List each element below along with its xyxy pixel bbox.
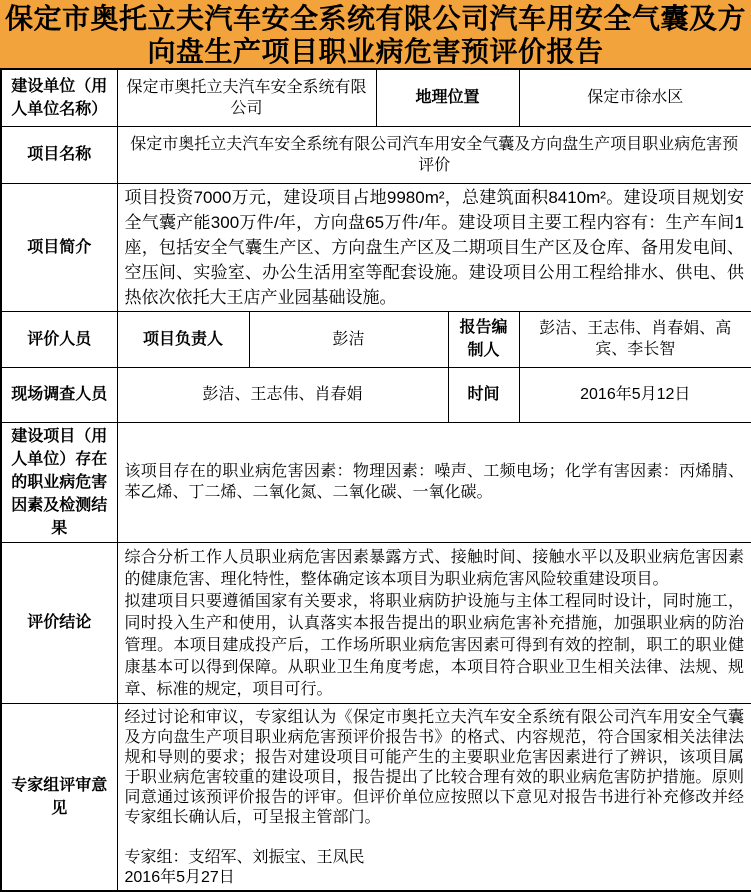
value-hazard-factors: 该项目存在的职业病危害因素：物理因素：噪声、工频电场；化学有害因素：丙烯腈、苯乙烯、丁二烯、二氧化氮、二氧化碳、一氧化碳。 (117, 422, 751, 542)
label-project-brief: 项目简介 (1, 183, 117, 311)
label-geographic-location: 地理位置 (376, 69, 519, 126)
value-geographic-location: 保定市徐水区 (519, 69, 751, 126)
report-table (0, 68, 751, 892)
row-expert-review (1, 703, 751, 891)
row-project-brief (1, 183, 751, 311)
value-project-leader: 彭洁 (249, 311, 448, 367)
label-project-leader: 项目负责人 (117, 311, 249, 367)
expert-review-date: 2016年5月27日 (124, 868, 235, 886)
value-report-writers: 彭洁、王志伟、肖春娟、高宾、李长智 (519, 311, 751, 367)
expert-review-spacer (125, 828, 745, 848)
report-title: 保定市奥托立夫汽车安全系统有限公司汽车用安全气囊及方向盘生产项目职业病危害预评价报告 (0, 0, 751, 68)
label-survey-time: 时间 (448, 367, 519, 422)
row-evaluation-conclusion (1, 542, 751, 703)
row-evaluators (1, 311, 751, 367)
row-project-name (1, 126, 751, 183)
value-survey-time: 2016年5月12日 (519, 367, 751, 422)
row-hazard-factors (1, 422, 751, 542)
label-evaluation-conclusion: 评价结论 (1, 542, 117, 703)
value-expert-review (117, 703, 751, 891)
expert-review-paragraph: 经过讨论和审议，专家组认为《保定市奥托立夫汽车安全系统有限公司汽车用安全气囊及方向盘生产项目职业病危害预评价报告书》的格式、内容规范，符合国家相关法律法规和导则的要求；报告对建设项目可能产生的主要职业危害因素进行了辨识，该项目属于职业病危害较重的建设项目，报告提出了比较合理有效的职业病危害防护措施。原则同意通过该预评价报告的评审。但评价单位应按照以下意见对报告书进行补充修改并经专家组长确认后，可呈报主管部门。 (124, 708, 745, 826)
label-evaluators: 评价人员 (1, 311, 117, 367)
row-construction-unit (1, 69, 751, 126)
value-site-survey-staff: 彭洁、王志伟、肖春娟 (117, 367, 448, 422)
conclusion-paragraph-1: 综合分析工作人员职业病危害因素暴露方式、接触时间、接触水平以及职业病危害因素的健康危害、理化特性，整体确定该本项目为职业病危害风险较重建设项目。 (124, 548, 745, 588)
label-construction-unit: 建设单位（用人单位名称） (1, 69, 117, 126)
label-expert-review: 专家组评审意见 (1, 703, 117, 891)
label-hazard-factors: 建设项目（用人单位）存在的职业病危害因素及检测结果 (1, 422, 117, 542)
label-report-writers: 报告编制人 (448, 311, 519, 367)
label-project-name: 项目名称 (1, 126, 117, 183)
value-company-name: 保定市奥托立夫汽车安全系统有限公司 (117, 69, 376, 126)
label-site-survey-staff: 现场调查人员 (1, 367, 117, 422)
value-project-brief: 项目投资7000万元，建设项目占地9980m²，总建筑面积8410m²。建设项目规划安全气囊产能300万件/年，方向盘65万件/年。建设项目主要工程内容有：生产车间1座，包括安全气囊生产区、方向盘生产区及二期项目生产区及仓库、备用发电间、空压间、实验室、办公生活用室等配套设施。建设项目公用工程给排水、供电、供热依次依托大王店产业园基础设施。 (117, 183, 751, 311)
row-site-survey (1, 367, 751, 422)
value-evaluation-conclusion (117, 542, 751, 703)
expert-group-members: 专家组：支绍军、刘振宝、王凤民 (124, 848, 365, 866)
value-project-name: 保定市奥托立夫汽车安全系统有限公司汽车用安全气囊及方向盘生产项目职业病危害预评价 (117, 126, 751, 183)
conclusion-paragraph-2: 拟建项目只要遵循国家有关要求，将职业病防护设施与主体工程同时设计，同时施工，同时投入生产和使用，认真落实本报告提出的职业病危害补充措施，加强职业病的防治管理。本项目建成投产后，工作场所职业病危害因素可得到有效的控制，职工的职业健康基本可以得到保障。从职业卫生角度考虑，本项目符合职业卫生相关法律、法规、规章、标准的规定，项目可行。 (124, 592, 745, 698)
